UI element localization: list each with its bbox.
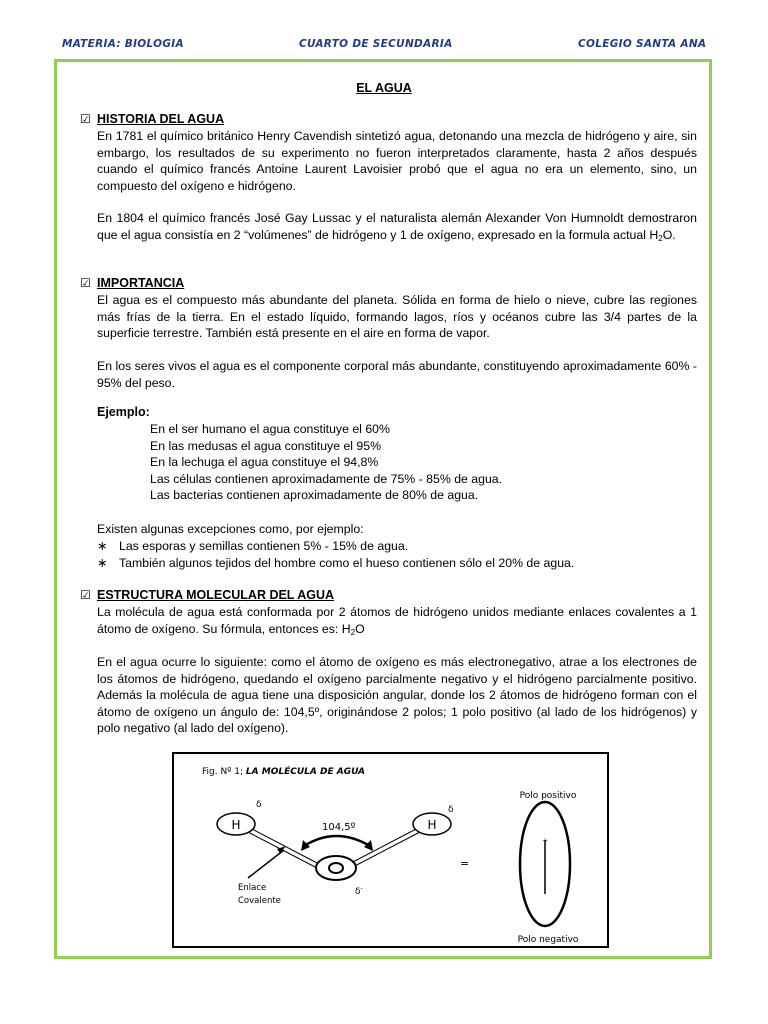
angle-label: 104,5º xyxy=(322,822,356,833)
header-subject: MATERIA: BIOLOGIA xyxy=(62,38,184,50)
section-title: HISTORIA DEL AGUA xyxy=(97,112,225,126)
polo-negativo-label: Polo negativo xyxy=(517,935,579,945)
list-item: En la lechuga el agua constituye el 94,8% xyxy=(150,455,379,470)
arrow-head-right xyxy=(364,840,373,851)
enlace-label: Enlace xyxy=(238,883,267,893)
checkbox-icon: ☑ xyxy=(80,588,91,602)
section-heading-historia xyxy=(80,112,224,126)
ejemplo-heading: Ejemplo: xyxy=(97,405,150,419)
equals-sign: = xyxy=(460,857,470,870)
bullet-icon: ∗ xyxy=(97,539,108,553)
hydrogen-label: H xyxy=(231,818,241,832)
polo-positivo-label: Polo positivo xyxy=(519,791,577,801)
document-title: EL AGUA xyxy=(356,81,412,95)
list-item: Las células contienen aproximadamente de 75% - 85% de agua. xyxy=(150,471,503,486)
list-item: Las bacterias contienen aproximadamente de 80% de agua. xyxy=(150,488,479,503)
water-molecule-diagram xyxy=(174,754,607,946)
section-heading-estructura xyxy=(80,588,334,602)
section-title: IMPORTANCIA xyxy=(97,276,185,290)
bullet-icon: ∗ xyxy=(97,555,108,570)
ejemplo-list xyxy=(150,421,502,504)
oxygen-atom xyxy=(316,856,356,880)
water-molecule-figure xyxy=(172,752,609,948)
header-school: COLEGIO SANTA ANA xyxy=(578,38,707,50)
delta-plus-right: δ xyxy=(448,805,454,815)
list-item: ∗ También algunos tejidos del hombre como el hueso contienen sólo el 20% de agua. xyxy=(97,555,575,570)
section-heading-importancia xyxy=(80,276,184,290)
angle-arc xyxy=(304,836,370,846)
excepciones-list xyxy=(97,538,574,571)
header-grade: CUARTO DE SECUNDARIA xyxy=(299,38,453,50)
estructura-paragraph-2: En el agua ocurre lo siguiente: como el átomo de oxígeno es más electronegativo, atrae a los electrones de los átomos de hidrógeno, quedando el oxígeno parcialmente negativo y el hidrógeno parcialmente positivo. Además la molécula de agua tiene una disposición angular, donde los 2 átomos de hidrógeno forman con el átomo de oxígeno un ángulo de: 104,5º, originándose 2 polos; 1 polo positivo (al lado de los hidrógenos) y polo negativo (al lado del oxígeno). xyxy=(97,655,697,736)
enlace-pointer-line xyxy=(248,850,284,878)
hydrogen-label: H xyxy=(427,818,437,832)
historia-paragraph-1: En 1781 el químico británico Henry Cavendish sintetizó agua, detonando una mezcla de hidrógeno y aire, sin embargo, los resultados de su experimento no fueron interpretados claramente, hasta 2 años después cuando el químico francés Antoine Laurent Lavoisier probó que el agua no era un elemento, sino, un compuesto del oxígeno e hidrógeno. xyxy=(97,129,697,193)
list-item: En el ser humano el agua constituye el 60% xyxy=(150,422,390,436)
estructura-paragraph-1: La molécula de agua está conformada por 2 átomos de hidrógeno unidos mediante enlaces covalentes a 1 átomo de oxígeno. Su fórmula, entonces es: $H_2O$ xyxy=(97,605,697,637)
list-item: En las medusas el agua constituye el 95% xyxy=(150,438,382,453)
covalente-label: Covalente xyxy=(238,896,281,906)
figure-caption: Fig. Nº 1; LA MOLÉCULA DE AGUA xyxy=(202,767,365,777)
section-title: ESTRUCTURA MOLECULAR DEL AGUA xyxy=(97,588,335,602)
checkbox-icon: ☑ xyxy=(80,112,91,126)
arrow-head-left xyxy=(301,840,310,851)
list-item: ∗ Las esporas y semillas contienen 5% - 15% de agua. xyxy=(97,539,409,553)
plus-sign: + xyxy=(542,837,548,845)
checkbox-icon: ☑ xyxy=(80,276,91,290)
importancia-paragraph-2: En los seres vivos el agua es el componente corporal más abundante, constituyendo aproximadamente 60% - 95% del peso. xyxy=(97,359,697,390)
delta-minus: δ- xyxy=(355,885,363,897)
delta-plus-left: δ xyxy=(256,800,262,810)
importancia-paragraph-1: El agua es el compuesto más abundante del planeta. Sólida en forma de hielo o nieve, cubre las regiones más frías de la tierra. En el estado líquido, formando lagos, ríos y océanos cubre las 3/4 partes de la superficie terrestre. También está presente en el aire en forma de vapor. xyxy=(97,293,697,341)
historia-paragraph-2: En 1804 el químico francés José Gay Lussac y el naturalista alemán Alexander Von Humnoldt demostraron que el agua consistía en 2 “volúmenes” de hidrógeno y 1 de oxígeno, expresado en la formula actual $H_2O$. xyxy=(97,211,697,243)
excepciones-intro: Existen algunas excepciones como, por ejemplo: xyxy=(97,522,364,536)
